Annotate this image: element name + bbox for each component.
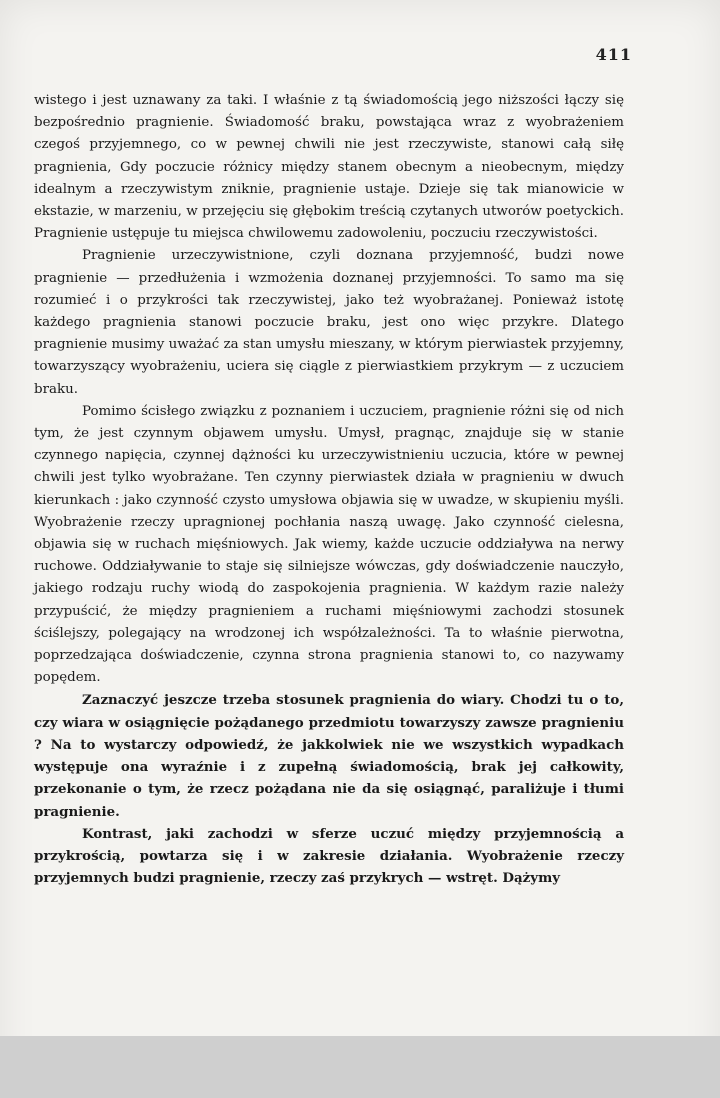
paragraph-1: wistego i jest uznawany za taki. I właśnie z tą świadomością jego niższości łączy się bezpośrednio pragnienie. Świadomość braku, powstająca wraz z wyobrażeniem czegoś przyjemnego, co w pewnej chwili nie jest rzeczywiste, stanowi całą siłę pragnienia, Gdy poczucie różnicy między stanem obecnym a nieobecnym, między idealnym a rzeczywistym zniknie, pragnienie ustaje. Dzieje się tak mianowicie w ekstazie, w marzeniu, w przejęciu się głębokim treścią czytanych utworów poetyckich. Pragnienie ustępuje tu miejsca chwilowemu zadowoleniu, poczuciu rzeczywistości.: [34, 93, 624, 242]
page-number: 411: [595, 45, 632, 64]
paragraph-2: Pragnienie urzeczywistnione, czyli doznana przyjemność, budzi nowe pragnienie — przedłużenia i wzmożenia doznanej przyjemności. To samo ma się rozumieć i o przykrości tak rzeczywistej, jako też wyobrażanej. Ponieważ istotę każdego pragnienia stanowi poczucie braku, jest ono więc przykre. Dlatego pragnienie musimy uważać za stan umysłu mieszany, w którym pierwiastek przyjemny, towarzyszący wyobrażeniu, uciera się ciągle z pierwiastkiem przykrym — z uczuciem braku.: [34, 248, 624, 397]
paragraph-5: Kontrast, jaki zachodzi w sferze uczuć między przyjemnością a przykrością, powtarza się i w zakresie działania. Wyobrażenie rzeczy przyjemnych budzi pragnienie, rzeczy zaś przykrych — wstręt. Dążymy: [34, 825, 624, 887]
paragraph-4: Zaznaczyć jeszcze trzeba stosunek pragnienia do wiary. Chodzi tu o to, czy wiara w osiągnięcie pożądanego przedmiotu towarzyszy zawsze pragnieniu ? Na to wystarczy odpowiedź, że jakkolwiek nie we wszystkich wypadkach występuje ona wyraźnie i z zupełną świadomością, brak jej całkowity, przekonanie o tym, że rzecz pożądana nie da się osiągnąć, paraliżuje i tłumi pragnienie.: [34, 692, 624, 820]
scan-margin: [0, 1036, 720, 1098]
paragraph-3: Pomimo ścisłego związku z poznaniem i uczuciem, pragnienie różni się od nich tym, że jest czynnym objawem umysłu. Umysł, pragnąc, znajduje się w stanie czynnego napięcia, czynnej dążności ku urzeczywistnieniu uczucia, które w pewnej chwili jest tylko wyobrażane. Ten czynny pierwiastek działa w pragnieniu w dwuch kierunkach : jako czynność czysto umysłowa objawia się w uwadze, w skupieniu myśli. Wyobrażenie rzeczy upragnionej pochłania naszą uwagę. Jako czynność cielesna, objawia się w ruchach mięśniowych. Jak wiemy, każde uczucie oddziaływa na nerwy ruchowe. Oddziaływanie to staje się silniejsze wówczas, gdy doświadczenie nauczyło, jakiego rodzaju ruchy wiodą do zaspokojenia pragnienia. W każdym razie należy przypuścić, że między pragnieniem a ruchami mięśniowymi zachodzi stosunek ściślejszy, polegający na wrodzonej ich współzależności. Ta to właśnie pierwotna, poprzedzająca doświadczenie, czynna strona pragnienia stanowi to, co nazywamy popędem.: [34, 403, 624, 686]
page-body: [34, 90, 624, 889]
